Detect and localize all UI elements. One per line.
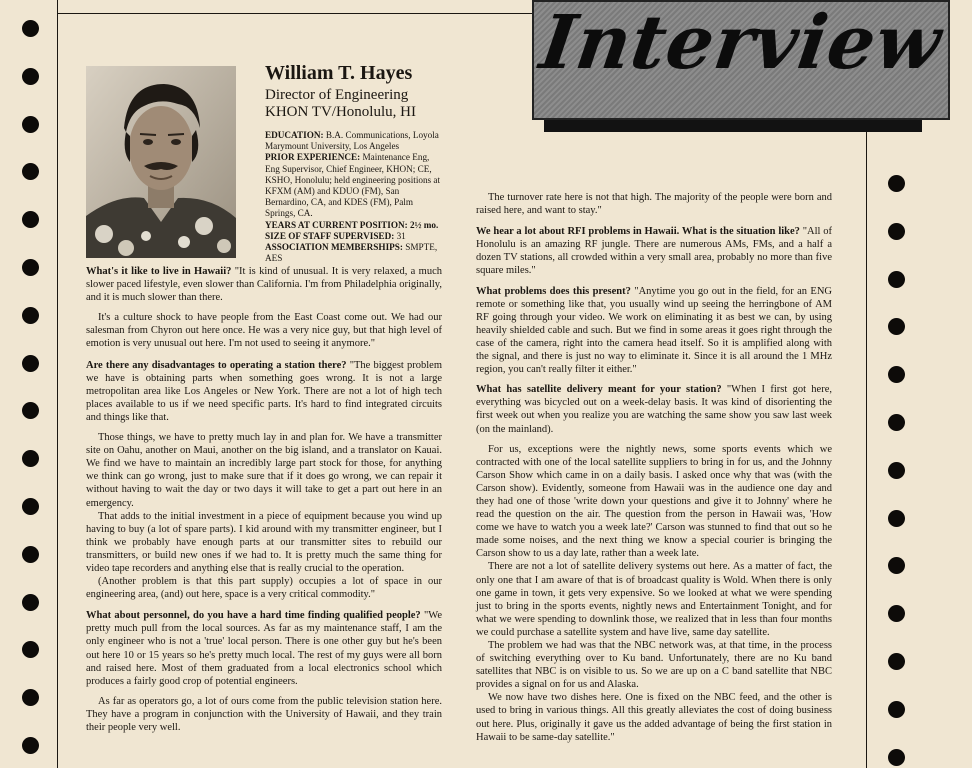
punch-hole — [22, 259, 39, 276]
paragraph — [86, 359, 442, 424]
punch-hole — [888, 605, 905, 622]
paragraph: It's a culture shock to have people from the East Coast come out. We had our salesman from Chyron out here once. He was a very nice guy, but that high level of emotion is very unusual out here. I'm not used to seeing it anymore." — [86, 312, 442, 350]
punch-hole — [22, 594, 39, 611]
punch-hole — [22, 116, 39, 133]
punch-hole — [22, 402, 39, 419]
paragraph: Those things, we have to pretty much lay in and plan for. We have a transmitter site on Oahu, another on Maui, another on the big island, and a translator on Kauai. We find we have to maintain an incredibly large part stock for those, for anything we think can go wrong, just to make sure that if it does go wrong, we can repair it without having to wait the day or two days it will take to get a part out here in an emergency. — [86, 432, 442, 509]
paragraph — [476, 225, 832, 277]
question: What has satellite delivery meant for your station? — [476, 384, 722, 396]
punch-hole — [22, 307, 39, 324]
right-margin-rule — [866, 132, 867, 768]
punch-hole — [22, 68, 39, 85]
bio-education — [265, 130, 445, 152]
interviewee-name: William T. Hayes — [265, 62, 413, 84]
paragraph: The turnover rate here is not that high. The majority of the people were born and raised here, and want to stay." — [476, 192, 832, 217]
bio-box — [265, 130, 445, 264]
punch-hole — [22, 737, 39, 754]
question: What's it like to live in Hawaii? — [86, 266, 232, 277]
question: What about personnel, do you have a hard time finding qualified people? — [86, 610, 421, 622]
bio-label: ASSOCIATION MEMBERSHIPS: — [265, 242, 403, 253]
punch-hole — [888, 175, 905, 192]
punch-hole — [22, 355, 39, 372]
punch-hole — [22, 211, 39, 228]
answer: "It is kind of unusual. It is very relaxed, a much slower paced lifestyle, even slower than California. I'm from Philadelphia originally, and it is much slower than there. — [86, 266, 442, 304]
top-rule — [57, 13, 533, 14]
punch-hole — [888, 318, 905, 335]
bio-label: YEARS AT CURRENT POSITION: — [265, 219, 408, 230]
punch-hole — [888, 366, 905, 383]
punch-hole — [22, 546, 39, 563]
punch-hole — [888, 557, 905, 574]
paragraph: (Another problem is that this part supply) occupies a lot of space in our engineering area, (and) out here, space is a very critical commodity." — [86, 576, 442, 601]
paragraph: For us, exceptions were the nightly news, some sports events which we contracted with one of the local satellite suppliers to bring in for us, and the Johnny Carson Show which came in on a daily basis. I asked once why that was (with the Carson show). Evidently, someone from Hawaii was in the audience one day and they had one of those 'write down your questions and give it to Johnny' where he read the question on the air. The question from the person in Hawaii was, 'How come we have to watch you a week late?' Carson was stunned to find that out so he made some noises, and the next thing we know a special courier is bringing the Carson show to us a day late, rather than a week late. — [476, 443, 832, 560]
punch-hole — [888, 462, 905, 479]
banner-title: Interview — [535, 0, 947, 86]
punch-hole — [888, 749, 905, 766]
interviewee-role — [265, 87, 416, 121]
question: We hear a lot about RFI problems in Hawaii. What is the situation like? — [476, 226, 800, 238]
punch-hole — [888, 701, 905, 718]
paragraph — [86, 609, 442, 688]
banner-shadow — [544, 118, 922, 132]
job-title: Director of Engineering — [265, 87, 409, 103]
punch-hole — [22, 20, 39, 37]
bio-years — [265, 220, 445, 231]
punch-hole — [888, 653, 905, 670]
article-column-left — [86, 265, 442, 734]
paragraph — [86, 265, 442, 304]
bio-label: PRIOR EXPERIENCE: — [265, 152, 361, 163]
paragraph: There are not a lot of satellite delivery systems out here. As a matter of fact, the only one that I am aware of that is of broadcast quality is Wold. When there is only one game in town, it gets very expensive. So we looked at what we were spending just to bring in the sports events, nightly news and Entertainment Tonight, and for what we were spending to downlink those, we realized that in less than four months we could purchase a satellite system and have live, same day satellite. — [476, 561, 832, 638]
question: What problems does this present? — [476, 285, 631, 297]
interview-banner — [532, 0, 950, 120]
paragraph: The problem we had was that the NBC network was, at that time, in the process of switching everything over to Ku band. Unfortunately, there are no Ku band satellites that NBC is on visible to us. So we are up on a C band satellite that NBC provides a signal on for us and Alaska. — [476, 640, 832, 691]
portrait-photo — [86, 66, 236, 258]
bio-value: Maintenance Eng, Eng Supervisor, Chief Engineer, KHON; CE, KSHO, Honolulu; held engineering positions at KFXM (AM) and KDUO (FM), San Bernardino, CA, and KDES (FM), Palm Springs, CA. — [265, 152, 441, 219]
bio-memberships — [265, 242, 445, 264]
punch-hole — [888, 510, 905, 527]
left-margin-rule — [57, 0, 58, 768]
bio-value: 2½ mo. — [410, 219, 439, 230]
punch-hole — [22, 689, 39, 706]
punch-hole — [22, 450, 39, 467]
paragraph — [476, 383, 832, 435]
bio-prior-experience — [265, 152, 445, 219]
punch-hole — [888, 414, 905, 431]
punch-hole — [22, 163, 39, 180]
bio-label: SIZE OF STAFF SUPERVISED: — [265, 230, 395, 241]
bio-value: B.A. Communications, Loyola Marymount University, Los Angeles — [265, 130, 439, 152]
bio-value: SMPTE, AES — [265, 242, 438, 264]
answer: "When I first got here, everything was bicycled out on a week-delay basis. It was kind of disorienting the first week out when you realize you are watching the same show you saw last week (on the mainland). — [476, 384, 832, 435]
bio-label: EDUCATION: — [265, 130, 324, 140]
bio-staff — [265, 231, 445, 242]
paragraph: That adds to the initial investment in a piece of equipment because you wind up having to buy (a lot of spare parts). I kid around with my transmitter engineer, but I think we probably have enough parts at our transmitter sites to rebuild our transmitters, or build new ones if we had to. It is pretty much the same thing for video tape recorders and anything else that is really crucial to the operation. — [86, 510, 442, 574]
portrait-illustration — [86, 66, 236, 258]
station-name: KHON TV/Honolulu, HI — [265, 104, 416, 120]
answer: "Anytime you go out in the field, for an ENG remote or something like that, you usually wind up seeing the herringbone of AM RF going through your video. We work on eliminating it as best we can, by using heavily shielded cable and such. But we find in some areas it goes right through the case of the camera, right into the camera head itself. So it is amplified along with the signal, and there is just no way to eliminate it. Since it is all around the 1 MHz region, you can't really filter it either." — [476, 285, 833, 376]
punch-hole — [22, 641, 39, 658]
paragraph — [476, 285, 832, 377]
answer: "We pretty much pull from the local sources. As far as my maintenance staff, I am the only engineer who is not a 'true' local person. There is one other guy but he's been out here 10 or 15 years so he's pretty much local. The rest of my guys were all born and raised here. Most of them graduated from a local electronics school which produces a fairly good crop of potential engineers. — [86, 610, 442, 687]
bio-value: 31 — [396, 230, 406, 241]
punch-hole — [888, 271, 905, 288]
punch-hole — [22, 498, 39, 515]
article-column-right — [476, 191, 832, 744]
paragraph: As far as operators go, a lot of ours come from the public television station here. They have a program in conjunction with the University of Hawaii, and they train their people very well. — [86, 695, 442, 733]
answer: "All of Honolulu is an amazing RF jungle. There are numerous AMs, FMs, and a half a dozen TV stations, all crowded within a very small area, probably no more than five square miles." — [476, 226, 833, 277]
answer: "The biggest problem we have is obtaining parts when something goes wrong. It is not a large metropolitan area like Los Angeles or New York. There are not a lot of high tech places available to us if we need specific parts. It's hard to find integrated circuits and things like that. — [86, 359, 442, 423]
question: Are there any disadvantages to operating a station there? — [86, 359, 347, 371]
punch-hole — [888, 223, 905, 240]
paragraph: We now have two dishes here. One is fixed on the NBC feed, and the other is used to bring in various things. All this greatly alleviates the cost of doing business out here. Plus, originally it gave us the added advantage of being the first station in Hawaii to be same-day satellite." — [476, 692, 832, 743]
left-punch-holes — [20, 0, 42, 768]
